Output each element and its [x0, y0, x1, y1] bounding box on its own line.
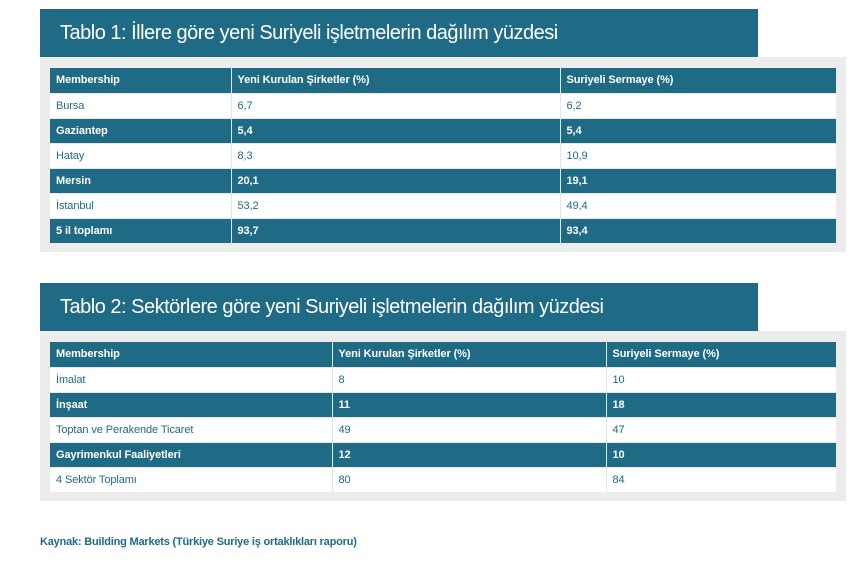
- table2-header-row: [50, 342, 836, 367]
- table-row: [50, 193, 836, 218]
- table-cell: 20,1: [231, 168, 560, 193]
- table1: [50, 68, 836, 243]
- table-row: [50, 367, 836, 392]
- table-cell: Hatay: [50, 143, 231, 168]
- table-cell: 47: [606, 417, 836, 442]
- table-cell: 10: [606, 442, 836, 467]
- table1-title: Tablo 1: İllere göre yeni Suriyeli işletmelerin dağılım yüzdesi: [40, 9, 758, 57]
- table-cell: 80: [332, 467, 606, 492]
- table-cell: 5,4: [560, 118, 836, 143]
- table-row: [50, 143, 836, 168]
- table-cell: 10: [606, 367, 836, 392]
- table2-header-cell: Yeni Kurulan Şirketler (%): [332, 342, 606, 367]
- table-cell: 12: [332, 442, 606, 467]
- table-cell: 8: [332, 367, 606, 392]
- table-cell: 84: [606, 467, 836, 492]
- table-cell: Gaziantep: [50, 118, 231, 143]
- table-cell: 6,2: [560, 93, 836, 118]
- table2: [50, 342, 836, 492]
- table2-title: Tablo 2: Sektörlere göre yeni Suriyeli işletmelerin dağılım yüzdesi: [40, 283, 758, 331]
- table-cell: 93,4: [560, 218, 836, 243]
- table1-header-cell: Yeni Kurulan Şirketler (%): [231, 68, 560, 93]
- table-cell: 93,7: [231, 218, 560, 243]
- source-note: Kaynak: Building Markets (Türkiye Suriye iş ortaklıkları raporu): [40, 536, 357, 548]
- table-row: [50, 417, 836, 442]
- table-cell: 5,4: [231, 118, 560, 143]
- table-row: [50, 218, 836, 243]
- table-cell: 5 il toplamı: [50, 218, 231, 243]
- table-cell: 49: [332, 417, 606, 442]
- table-cell: İstanbul: [50, 193, 231, 218]
- table-cell: Bursa: [50, 93, 231, 118]
- table-row: [50, 467, 836, 492]
- table1-header-cell: Membership: [50, 68, 231, 93]
- table-row: [50, 392, 836, 417]
- table1-header-cell: Suriyeli Sermaye (%): [560, 68, 836, 93]
- table-cell: Toptan ve Perakende Ticaret: [50, 417, 332, 442]
- table-cell: 10,9: [560, 143, 836, 168]
- table-cell: 6,7: [231, 93, 560, 118]
- table-cell: 11: [332, 392, 606, 417]
- table-row: [50, 442, 836, 467]
- table-cell: 53,2: [231, 193, 560, 218]
- table2-header-cell: Suriyeli Sermaye (%): [606, 342, 836, 367]
- table-cell: İmalat: [50, 367, 332, 392]
- table-cell: Mersin: [50, 168, 231, 193]
- table-cell: 19,1: [560, 168, 836, 193]
- table2-header-cell: Membership: [50, 342, 332, 367]
- table-row: [50, 118, 836, 143]
- table1-block: [40, 9, 846, 254]
- table-row: [50, 168, 836, 193]
- table1-header-row: [50, 68, 836, 93]
- table2-block: [40, 283, 846, 503]
- table-cell: 4 Sektör Toplamı: [50, 467, 332, 492]
- table-row: [50, 93, 836, 118]
- table-cell: 49,4: [560, 193, 836, 218]
- table-cell: 18: [606, 392, 836, 417]
- table-cell: 8,3: [231, 143, 560, 168]
- table-cell: İnşaat: [50, 392, 332, 417]
- table-cell: Gayrimenkul Faaliyetleri: [50, 442, 332, 467]
